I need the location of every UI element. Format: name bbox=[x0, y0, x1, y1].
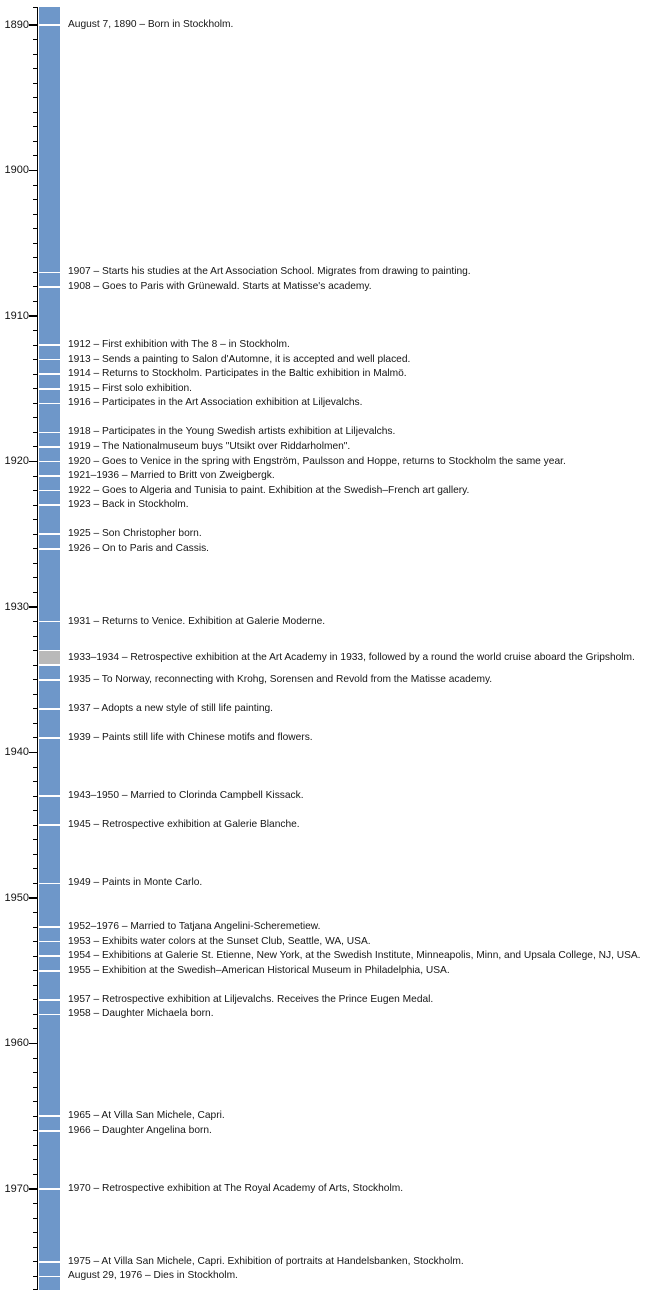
year-label: 1890 bbox=[4, 18, 29, 31]
minor-tick bbox=[33, 650, 37, 651]
minor-tick bbox=[33, 185, 37, 186]
year-label: 1920 bbox=[4, 455, 29, 467]
event-marker bbox=[39, 664, 60, 666]
event-label: 1957 – Retrospective exhibition at Liljevalchs. Receives the Prince Eugen Medal. bbox=[68, 993, 434, 1005]
event-marker bbox=[39, 548, 60, 550]
event-marker bbox=[39, 1276, 60, 1278]
event-label: 1923 – Back in Stockholm. bbox=[68, 499, 189, 511]
minor-tick bbox=[33, 83, 37, 84]
minor-tick bbox=[33, 199, 37, 200]
event-label: 1939 – Paints still life with Chinese motifs and flowers. bbox=[68, 731, 313, 743]
minor-tick bbox=[33, 839, 37, 840]
year-label: 1950 bbox=[4, 891, 29, 904]
event-label: 1952–1976 – Married to Tatjana Angelini-Scheremetiew. bbox=[68, 921, 321, 933]
event-label: 1921–1936 – Married to Britt von Zweigbergk. bbox=[68, 470, 275, 482]
minor-tick bbox=[33, 1247, 37, 1248]
event-marker bbox=[39, 24, 60, 26]
event-marker bbox=[39, 446, 60, 448]
minor-tick bbox=[33, 301, 37, 302]
axis-end-tick bbox=[33, 7, 37, 8]
event-marker bbox=[39, 824, 60, 826]
minor-tick bbox=[33, 1145, 37, 1146]
minor-tick bbox=[33, 1276, 37, 1277]
minor-tick bbox=[33, 374, 37, 375]
minor-tick bbox=[33, 941, 37, 942]
minor-tick bbox=[33, 345, 37, 346]
minor-tick bbox=[33, 505, 37, 506]
minor-tick bbox=[33, 97, 37, 98]
major-tick bbox=[29, 1188, 38, 1189]
minor-tick bbox=[33, 723, 37, 724]
minor-tick bbox=[33, 1232, 37, 1233]
event-label: August 29, 1976 – Dies in Stockholm. bbox=[68, 1270, 238, 1282]
major-tick bbox=[29, 461, 38, 462]
event-marker bbox=[39, 1188, 60, 1190]
event-label: 1937 – Adopts a new style of still life painting. bbox=[68, 702, 274, 714]
major-tick bbox=[29, 752, 38, 753]
event-marker bbox=[39, 1115, 60, 1117]
minor-tick bbox=[33, 548, 37, 549]
event-marker bbox=[39, 999, 60, 1001]
minor-tick bbox=[33, 446, 37, 447]
event-marker bbox=[39, 941, 60, 943]
minor-tick bbox=[33, 243, 37, 244]
minor-tick bbox=[33, 476, 37, 477]
minor-tick bbox=[33, 257, 37, 258]
minor-tick bbox=[33, 912, 37, 913]
event-label: 1918 – Participates in the Young Swedish artists exhibition at Liljevalchs. bbox=[68, 426, 396, 438]
event-marker bbox=[39, 533, 60, 535]
event-label: 1926 – On to Paris and Cassis. bbox=[68, 542, 210, 554]
minor-tick bbox=[33, 825, 37, 826]
event-marker bbox=[39, 970, 60, 972]
event-label: 1915 – First solo exhibition. bbox=[68, 382, 193, 394]
minor-tick bbox=[33, 796, 37, 797]
event-marker bbox=[39, 795, 60, 797]
axis-end-tick bbox=[33, 1289, 37, 1290]
minor-tick bbox=[33, 810, 37, 811]
minor-tick bbox=[33, 679, 37, 680]
event-label: 1949 – Paints in Monte Carlo. bbox=[68, 877, 203, 889]
event-marker bbox=[39, 926, 60, 928]
event-label: 1907 – Starts his studies at the Art Association School. Migrates from drawing to painting. bbox=[68, 266, 471, 278]
minor-tick bbox=[33, 1261, 37, 1262]
minor-tick bbox=[33, 359, 37, 360]
event-marker bbox=[39, 1130, 60, 1132]
year-label: 1910 bbox=[4, 309, 29, 322]
event-label: 1912 – First exhibition with The 8 – in Stockholm. bbox=[68, 339, 290, 351]
year-label: 1900 bbox=[4, 164, 29, 176]
minor-tick bbox=[33, 1218, 37, 1219]
event-marker bbox=[39, 679, 60, 681]
minor-tick bbox=[33, 665, 37, 666]
event-marker bbox=[39, 475, 60, 477]
minor-tick bbox=[33, 330, 37, 331]
event-label: 1919 – The Nationalmuseum buys "Utsikt over Riddarholmen". bbox=[68, 440, 351, 452]
minor-tick bbox=[33, 417, 37, 418]
minor-tick bbox=[33, 228, 37, 229]
minor-tick bbox=[33, 39, 37, 40]
event-label: 1943–1950 – Married to Clorinda Campbell Kissack. bbox=[68, 790, 304, 802]
event-label: 1945 – Retrospective exhibition at Galerie Blanche. bbox=[68, 819, 300, 831]
minor-tick bbox=[33, 577, 37, 578]
minor-tick bbox=[33, 214, 37, 215]
minor-tick bbox=[33, 1072, 37, 1073]
minor-tick bbox=[33, 534, 37, 535]
minor-tick bbox=[33, 737, 37, 738]
minor-tick bbox=[33, 68, 37, 69]
major-tick bbox=[29, 315, 38, 316]
event-label: 1953 – Exhibits water colors at the Sunset Club, Seattle, WA, USA. bbox=[68, 935, 371, 947]
minor-tick bbox=[33, 883, 37, 884]
minor-tick bbox=[33, 286, 37, 287]
minor-tick bbox=[33, 388, 37, 389]
major-tick bbox=[29, 606, 38, 607]
event-label: 1931 – Returns to Venice. Exhibition at Galerie Moderne. bbox=[68, 615, 326, 627]
event-label: 1913 – Sends a painting to Salon d'Automne, it is accepted and well placed. bbox=[68, 353, 411, 365]
event-label: 1914 – Returns to Stockholm. Participates in the Baltic exhibition in Malmö. bbox=[68, 368, 407, 380]
minor-tick bbox=[33, 490, 37, 491]
event-marker bbox=[39, 504, 60, 506]
minor-tick bbox=[33, 985, 37, 986]
minor-tick bbox=[33, 1159, 37, 1160]
year-label: 1970 bbox=[4, 1182, 29, 1195]
minor-tick bbox=[33, 1014, 37, 1015]
year-label: 1930 bbox=[4, 600, 29, 613]
minor-tick bbox=[33, 854, 37, 855]
event-label: 1925 – Son Christopher born. bbox=[68, 528, 202, 540]
event-label: 1954 – Exhibitions at Galerie St. Etienne, New York, at the Swedish Institute, Minneapolis, Minn, and Upsala College, NJ, USA. bbox=[68, 950, 641, 962]
event-marker bbox=[39, 403, 60, 405]
minor-tick bbox=[33, 636, 37, 637]
event-marker bbox=[39, 1261, 60, 1263]
event-marker bbox=[39, 432, 60, 434]
event-marker bbox=[39, 359, 60, 361]
timeline-bar bbox=[39, 7, 60, 1290]
minor-tick bbox=[33, 1101, 37, 1102]
period-segment bbox=[39, 651, 60, 666]
minor-tick bbox=[33, 1174, 37, 1175]
minor-tick bbox=[33, 1130, 37, 1131]
event-marker bbox=[39, 344, 60, 346]
minor-tick bbox=[33, 1203, 37, 1204]
event-marker bbox=[39, 621, 60, 623]
event-label: 1920 – Goes to Venice in the spring with Engström, Paulsson and Hoppe, returns to Stockholm the same year. bbox=[68, 455, 566, 467]
year-label: 1940 bbox=[4, 746, 29, 758]
event-label: 1970 – Retrospective exhibition at The Royal Academy of Arts, Stockholm. bbox=[68, 1183, 404, 1194]
minor-tick bbox=[33, 694, 37, 695]
minor-tick bbox=[33, 272, 37, 273]
event-label: 1966 – Daughter Angelina born. bbox=[68, 1124, 212, 1136]
event-marker bbox=[39, 286, 60, 288]
minor-tick bbox=[33, 927, 37, 928]
minor-tick bbox=[33, 1116, 37, 1117]
minor-tick bbox=[33, 621, 37, 622]
event-marker bbox=[39, 650, 60, 652]
event-marker bbox=[39, 490, 60, 492]
event-marker bbox=[39, 388, 60, 390]
event-marker bbox=[39, 373, 60, 375]
minor-tick bbox=[33, 1028, 37, 1029]
minor-tick bbox=[33, 592, 37, 593]
minor-tick bbox=[33, 155, 37, 156]
event-label: 1965 – At Villa San Michele, Capri. bbox=[68, 1110, 225, 1122]
minor-tick bbox=[33, 519, 37, 520]
event-label: 1933–1934 – Retrospective exhibition at the Art Academy in 1933, followed by a round the world cruise aboard the Gripsholm. bbox=[68, 651, 635, 663]
year-label: 1960 bbox=[4, 1037, 29, 1049]
event-label: 1955 – Exhibition at the Swedish–American Historical Museum in Philadelphia, USA. bbox=[68, 964, 450, 976]
minor-tick bbox=[33, 563, 37, 564]
event-marker bbox=[39, 272, 60, 274]
event-label: 1935 – To Norway, reconnecting with Krohg, Sorensen and Revold from the Matisse academy. bbox=[68, 673, 493, 685]
minor-tick bbox=[33, 781, 37, 782]
minor-tick bbox=[33, 1058, 37, 1059]
minor-tick bbox=[33, 112, 37, 113]
minor-tick bbox=[33, 708, 37, 709]
event-label: 1922 – Goes to Algeria and Tunisia to paint. Exhibition at the Swedish–French art gallery. bbox=[68, 484, 470, 496]
event-label: 1975 – At Villa San Michele, Capri. Exhibition of portraits at Handelsbanken, Stockholm. bbox=[68, 1255, 464, 1267]
event-label: August 7, 1890 – Born in Stockholm. bbox=[68, 19, 234, 30]
minor-tick bbox=[33, 999, 37, 1000]
event-marker bbox=[39, 955, 60, 957]
event-marker bbox=[39, 1014, 60, 1016]
minor-tick bbox=[33, 1087, 37, 1088]
event-label: 1916 – Participates in the Art Association exhibition at Liljevalchs. bbox=[68, 397, 363, 409]
minor-tick bbox=[33, 141, 37, 142]
major-tick bbox=[29, 24, 38, 25]
event-marker bbox=[39, 708, 60, 710]
minor-tick bbox=[33, 126, 37, 127]
major-tick bbox=[29, 897, 38, 898]
event-marker bbox=[39, 461, 60, 463]
event-marker bbox=[39, 883, 60, 885]
minor-tick bbox=[33, 970, 37, 971]
event-label: 1908 – Goes to Paris with Grünewald. Starts at Matisse's academy. bbox=[68, 280, 372, 292]
minor-tick bbox=[33, 956, 37, 957]
minor-tick bbox=[33, 868, 37, 869]
minor-tick bbox=[33, 767, 37, 768]
major-tick bbox=[29, 1043, 38, 1044]
event-marker bbox=[39, 737, 60, 739]
minor-tick bbox=[33, 432, 37, 433]
minor-tick bbox=[33, 54, 37, 55]
major-tick bbox=[29, 170, 38, 171]
event-label: 1958 – Daughter Michaela born. bbox=[68, 1008, 214, 1020]
minor-tick bbox=[33, 403, 37, 404]
